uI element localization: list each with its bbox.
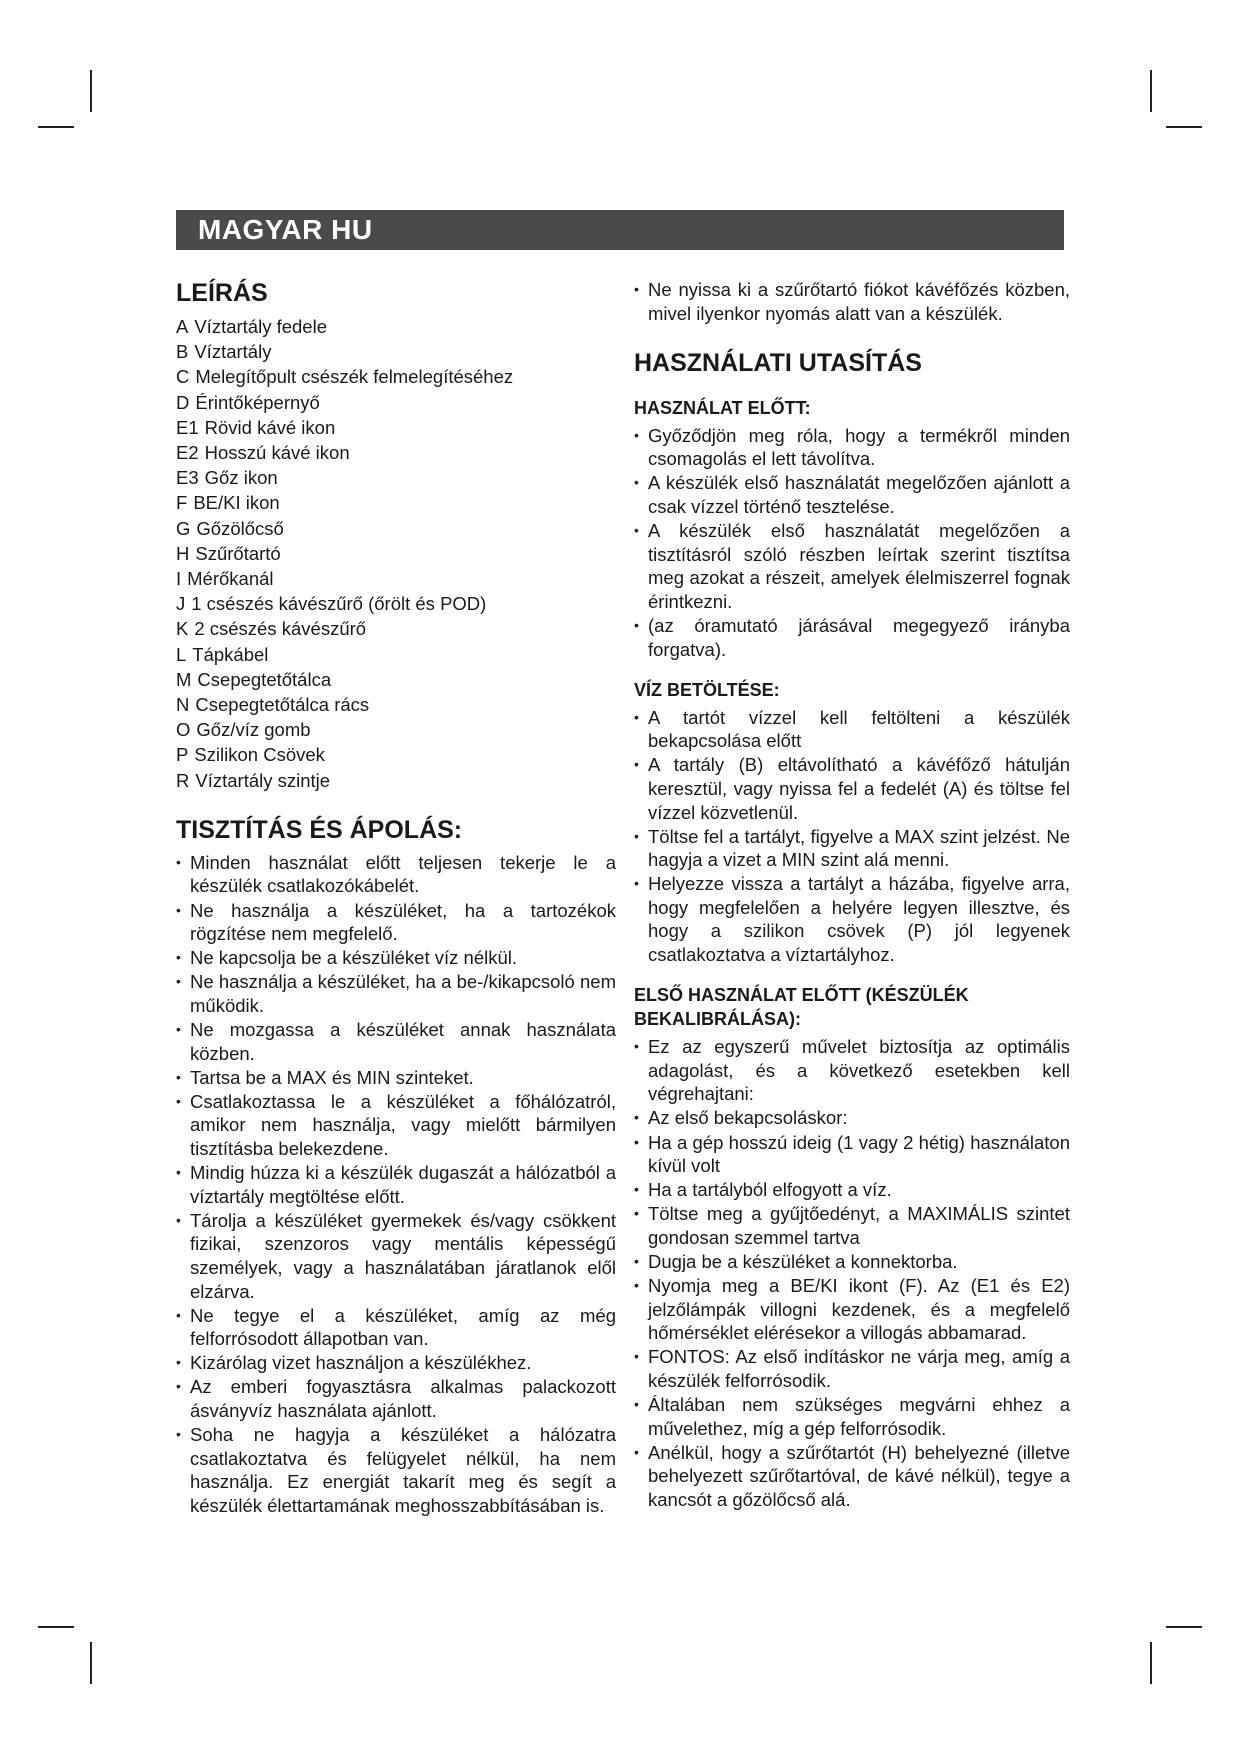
list-item: • Anélkül, hogy a szűrőtartót (H) behelyezné (illetve behelyezett szűrőtartóval, de kávé nélkül), tegye a kancsót a gőzölőcső alá. xyxy=(634,1441,1070,1512)
legend-label: Melegítőpult csészék felmelegítéséhez xyxy=(195,366,514,388)
legend-code: R xyxy=(176,769,190,791)
legend-item xyxy=(176,768,616,793)
legend-item xyxy=(176,415,616,440)
list-item: • Ne kapcsolja be a készüléket víz nélkül. xyxy=(176,946,616,970)
list-item: • Az első bekapcsoláskor: xyxy=(634,1106,1070,1130)
list-item: • Töltse meg a gyűjtőedényt, a MAXIMÁLIS szintet gondosan szemmel tartva xyxy=(634,1202,1070,1249)
legend-code: J xyxy=(176,593,186,615)
legend-item xyxy=(176,642,616,667)
before-use-heading: HASZNÁLAT ELŐTT: xyxy=(634,397,811,418)
legend-item xyxy=(176,667,616,692)
list-item: • FONTOS: Az első indításkor ne várja meg, amíg a készülék felforrósodik. xyxy=(634,1345,1070,1392)
list-item: • A tartót vízzel kell feltölteni a készülék bekapcsolása előtt xyxy=(634,706,1070,753)
legend-label: Mérőkanál xyxy=(187,568,274,590)
legend-item xyxy=(176,541,616,566)
list-item: • Az emberi fogyasztásra alkalmas palackozott ásványvíz használata ajánlott. xyxy=(176,1375,616,1422)
list-item: • Győződjön meg róla, hogy a termékről minden csomagolás el lett távolítva. xyxy=(634,424,1070,471)
legend-label: Érintőképernyő xyxy=(195,391,320,413)
legend-code: E1 xyxy=(176,416,199,438)
legend-code: L xyxy=(176,643,187,665)
legend-label: Gőz ikon xyxy=(204,467,278,489)
continued-cleaning-list xyxy=(634,278,1070,325)
legend-label: Gőzölőcső xyxy=(196,517,284,539)
crop-mark xyxy=(38,1626,74,1628)
legend-label: Szűrőtartó xyxy=(195,542,281,564)
list-item: • A készülék első használatát megelőzően a tisztításról szóló részben leírtak szerint tisztítsa meg azokat a részeit, amelyek élelmiszerrel fognak érintkezni. xyxy=(634,519,1070,613)
legend-item xyxy=(176,717,616,742)
calibration-list xyxy=(634,1035,1070,1511)
list-item: • Mindig húzza ki a készülék dugaszát a hálózatból a víztartály megtöltése előtt. xyxy=(176,1161,616,1208)
list-item: • Ne használja a készüléket, ha a tartozékok rögzítése nem megfelelő. xyxy=(176,899,616,946)
legend-item xyxy=(176,339,616,364)
legend-label: Csepegtetőtálca xyxy=(197,668,332,690)
legend-code: O xyxy=(176,719,191,741)
description-heading: LEÍRÁS xyxy=(176,279,268,307)
legend-code: D xyxy=(176,391,190,413)
crop-mark xyxy=(1150,1642,1152,1684)
list-item: • Soha ne hagyja a készüléket a hálózatra csatlakoztatva és felügyelet nélkül, ha nem használja. Ez energiát takarít meg és segít a készülék élettartamának meghosszabbításában is. xyxy=(176,1423,616,1517)
legend-item xyxy=(176,440,616,465)
legend-code: E2 xyxy=(176,442,199,464)
list-item: • Tartsa be a MAX és MIN szinteket. xyxy=(176,1066,616,1090)
legend-code: B xyxy=(176,341,189,363)
cleaning-heading: TISZTÍTÁS ÉS ÁPOLÁS: xyxy=(176,815,463,844)
before-use-list xyxy=(634,424,1070,661)
legend-item xyxy=(176,490,616,515)
right-column xyxy=(634,278,1070,1512)
legend-item xyxy=(176,591,616,616)
crop-mark xyxy=(38,126,74,128)
legend-code: K xyxy=(176,618,189,640)
list-item: • Ne nyissa ki a szűrőtartó fiókot kávéfőzés közben, mivel ilyenkor nyomás alatt van a készülék. xyxy=(634,278,1070,325)
water-fill-list xyxy=(634,706,1070,967)
legend-item xyxy=(176,364,616,389)
legend-label: Rövid kávé ikon xyxy=(204,416,336,438)
crop-mark xyxy=(1150,70,1152,112)
legend-code: C xyxy=(176,366,190,388)
list-item: • Ne mozgassa a készüléket annak használata közben. xyxy=(176,1018,616,1065)
list-item: • Ne használja a készüléket, ha a be-/kikapcsoló nem működik. xyxy=(176,970,616,1017)
legend-item xyxy=(176,692,616,717)
list-item: • Kizárólag vizet használjon a készülékhez. xyxy=(176,1351,616,1375)
list-item: • Ne tegye el a készüléket, amíg az még felforrósodott állapotban van. xyxy=(176,1304,616,1351)
legend-label: Tápkábel xyxy=(192,643,269,665)
legend-label: Víztartály fedele xyxy=(194,316,327,337)
legend-code: G xyxy=(176,517,191,539)
crop-mark xyxy=(1166,126,1202,128)
legend-code: H xyxy=(176,542,190,564)
legend-label: Víztartály szintje xyxy=(195,769,331,791)
legend-label: Csepegtetőtálca rács xyxy=(195,694,370,716)
legend-item xyxy=(176,390,616,415)
parts-legend-list xyxy=(176,314,616,793)
crop-mark xyxy=(90,70,92,112)
legend-item xyxy=(176,465,616,490)
legend-label: Szilikon Csövek xyxy=(194,744,325,766)
list-item: • Ez az egyszerű művelet biztosítja az optimális adagolást, és a következő esetekben kell végrehajtani: xyxy=(634,1035,1070,1106)
list-item: • Tárolja a készüléket gyermekek és/vagy csökkent fizikai, szenzoros vagy mentális képességű személyek, vagy a használatában járatlanok elől elzárva. xyxy=(176,1209,616,1303)
list-item: • Töltse fel a tartályt, figyelve a MAX szint jelzést. Ne hagyja a vizet a MIN szint alá menni. xyxy=(634,825,1070,872)
water-fill-heading: VÍZ BETÖLTÉSE: xyxy=(634,679,780,700)
legend-code: P xyxy=(176,744,189,766)
list-item: • (az óramutató járásával megegyező irányba forgatva). xyxy=(634,614,1070,661)
legend-item xyxy=(176,314,616,339)
calibration-heading: ELSŐ HASZNÁLAT ELŐTT (KÉSZÜLÉK BEKALIBRÁLÁSA): xyxy=(634,985,969,1030)
legend-code: F xyxy=(176,492,188,514)
usage-heading: HASZNÁLATI UTASÍTÁS xyxy=(634,348,922,377)
legend-label: Gőz/víz gomb xyxy=(196,719,311,741)
legend-item xyxy=(176,516,616,541)
language-header: MAGYAR HU xyxy=(176,210,1064,250)
list-item: • Nyomja meg a BE/KI ikont (F). Az (E1 és E2) jelzőlámpák villogni kezdenek, és a megfelelő hőmérséklet elérésekor a villogás abbamarad. xyxy=(634,1274,1070,1345)
list-item: • Helyezze vissza a tartályt a házába, figyelve arra, hogy megfelelően a helyére legyen illesztve, és hogy a szilikon csövek (P) jól legyenek csatlakoztatva a víztartályhoz. xyxy=(634,872,1070,966)
legend-item xyxy=(176,616,616,641)
list-item: • Ha a tartályból elfogyott a víz. xyxy=(634,1178,1070,1202)
legend-code: E3 xyxy=(176,467,199,489)
list-item: • Minden használat előtt teljesen tekerje le a készülék csatlakozókábelét. xyxy=(176,851,616,898)
crop-mark xyxy=(1166,1626,1202,1628)
legend-code: A xyxy=(176,316,189,337)
cleaning-list xyxy=(176,851,616,1518)
legend-item xyxy=(176,742,616,767)
list-item: • Általában nem szükséges megvárni ehhez a művelethez, míg a gép felforrósodik. xyxy=(634,1393,1070,1440)
legend-label: 2 csészés kávészűrő xyxy=(194,618,367,640)
legend-label: 1 csészés kávészűrő (őrölt és POD) xyxy=(191,593,487,615)
list-item: • Dugja be a készüléket a konnektorba. xyxy=(634,1250,1070,1274)
legend-item xyxy=(176,566,616,591)
list-item: • Ha a gép hosszú ideig (1 vagy 2 hétig) használaton kívül volt xyxy=(634,1131,1070,1178)
legend-code: M xyxy=(176,668,192,690)
list-item: • A tartály (B) eltávolítható a kávéfőző hátulján keresztül, vagy nyissa fel a fedelét (A) és töltse fel vízzel közvetlenül. xyxy=(634,753,1070,824)
legend-label: Hosszú kávé ikon xyxy=(204,442,350,464)
legend-label: BE/KI ikon xyxy=(193,492,280,514)
list-item: • A készülék első használatát megelőzően ajánlott a csak vízzel történő tesztelése. xyxy=(634,471,1070,518)
legend-code: I xyxy=(176,568,182,590)
left-column xyxy=(176,278,616,1518)
legend-label: Víztartály xyxy=(194,341,272,363)
legend-code: N xyxy=(176,694,190,716)
crop-mark xyxy=(90,1642,92,1684)
list-item: • Csatlakoztassa le a készüléket a főhálózatról, amikor nem használja, vagy mielőtt bármilyen tisztításba belekezdene. xyxy=(176,1090,616,1161)
